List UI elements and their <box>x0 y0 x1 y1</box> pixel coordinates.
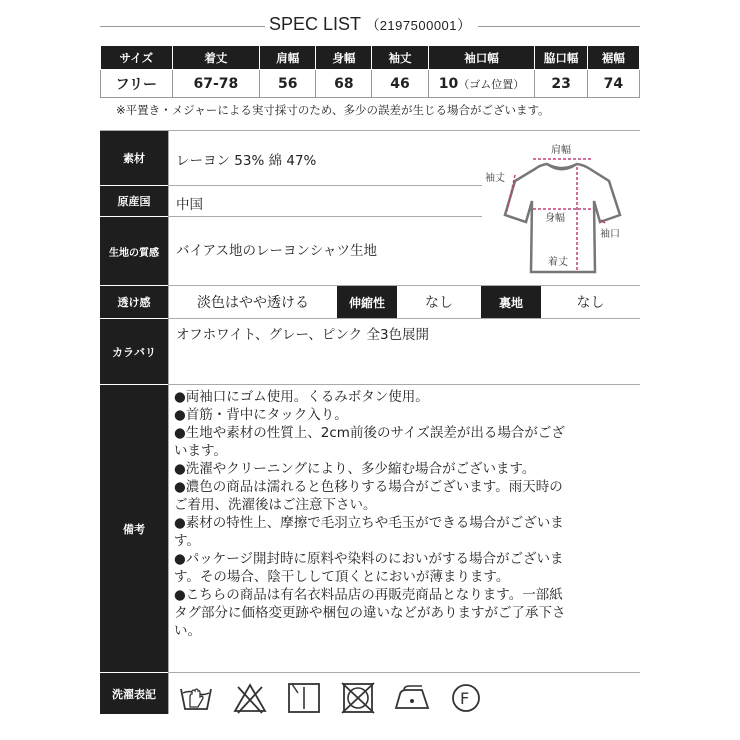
cell-hem: 74 <box>587 70 639 98</box>
cell-size: フリー <box>101 70 173 98</box>
remark-line: ●素材の特性上、摩擦で毛羽立ちや毛玉ができる場合がございま <box>174 515 564 531</box>
remark-line: ●濃色の商品は濡れると色移りする場合がございます。雨天時の <box>174 479 563 495</box>
origin-divider <box>168 216 482 217</box>
material-label: 素材 <box>100 131 168 186</box>
cell-armhole: 23 <box>535 70 587 98</box>
material-value: レーヨン 53% 綿 47% <box>176 153 317 169</box>
remark-line: ●パッケージ開封時に原料や染料のにおいがする場合がございま <box>174 551 564 567</box>
fabric-label: 生地の質感 <box>100 217 168 286</box>
dry-clean-f-icon <box>448 681 484 715</box>
hand-wash-icon <box>178 681 214 715</box>
remark-line: ご着用、洗濯後はご注意下さい。 <box>174 497 377 513</box>
product-code: 2197500001 <box>379 18 458 33</box>
title-text: SPEC LIST <box>268 14 361 34</box>
lining-value: なし <box>576 295 605 311</box>
title-open-paren: （ <box>365 17 380 33</box>
no-tumble-dry-icon <box>340 681 376 715</box>
col-length: 着丈 <box>172 46 260 70</box>
title-close-paren: ） <box>457 17 472 33</box>
cell-shoulder: 56 <box>260 70 316 98</box>
sheer-label: 透け感 <box>100 286 168 319</box>
col-shoulder: 肩幅 <box>260 46 316 70</box>
remark-line: い。 <box>174 623 201 639</box>
material-divider <box>168 185 482 186</box>
size-note: ※平置き・メジャーによる実寸採寸のため、多少の誤差が生じる場合がございます。 <box>116 103 550 117</box>
col-width: 身幅 <box>316 46 372 70</box>
col-cuff: 袖口幅 <box>428 46 535 70</box>
size-table-row <box>101 70 640 98</box>
care-label: 洗濯表記 <box>100 673 168 715</box>
sleeve-text: 袖丈 <box>485 173 505 184</box>
colors-divider <box>168 384 640 385</box>
cell-width: 68 <box>316 70 372 98</box>
size-table-header <box>101 46 640 70</box>
shoulder-text: 肩幅 <box>551 145 571 156</box>
remark-line: タグ部分に価格変更跡や梱包の違いなどがありますがご了承下さ <box>174 605 566 621</box>
remarks-divider <box>168 672 640 673</box>
cuff-note: （ゴム位置） <box>458 77 525 91</box>
size-table <box>100 45 640 98</box>
remarks-list <box>174 388 632 640</box>
sheer-divider <box>168 318 640 319</box>
fabric-value: バイアス地のレーヨンシャツ生地 <box>176 243 377 259</box>
spec-panel <box>100 130 640 714</box>
remark-line: ●洗濯やクリーニングにより、多少縮む場合がございます。 <box>174 461 536 477</box>
col-armhole: 脇口幅 <box>535 46 587 70</box>
svg-text:F: F <box>460 689 470 708</box>
remark-line: す。その場合、陰干しして頂くとにおいが薄まります。 <box>174 569 510 585</box>
remark-line: ●首筋・背中にタック入り。 <box>174 407 348 423</box>
stretch-label: 伸縮性 <box>337 286 397 318</box>
lining-label: 裏地 <box>481 286 541 318</box>
cell-cuff <box>428 70 535 98</box>
colors-value: オフホワイト、グレー、ピンク 全3色展開 <box>176 327 430 343</box>
col-sleeve: 袖丈 <box>372 46 428 70</box>
sheer-value: 淡色はやや透ける <box>197 295 309 311</box>
no-bleach-icon <box>232 681 268 715</box>
col-size: サイズ <box>101 46 173 70</box>
colors-label: カラバリ <box>100 319 168 385</box>
origin-label: 原産国 <box>100 186 168 217</box>
garment-diagram <box>483 137 640 285</box>
col-hem: 裾幅 <box>587 46 639 70</box>
cuff-value: 10 <box>438 75 459 92</box>
remark-line: います。 <box>174 443 227 459</box>
length-text: 着丈 <box>548 257 568 268</box>
low-iron-icon <box>392 681 432 715</box>
remark-line: す。 <box>174 533 200 549</box>
remark-line: ●こちらの商品は有名衣料品店の再販売商品となります。一部紙 <box>174 587 563 603</box>
cell-length: 67-78 <box>172 70 260 98</box>
remarks-label: 備考 <box>100 385 168 673</box>
remark-line: ●生地や素材の性質上、2cm前後のサイズ誤差が出る場合がござ <box>174 425 565 441</box>
stretch-value: なし <box>425 295 453 311</box>
page-title <box>0 14 740 35</box>
cuff-text: 袖口 <box>600 229 620 240</box>
origin-value: 中国 <box>176 197 203 213</box>
label-column-divider <box>168 131 169 714</box>
cell-sleeve: 46 <box>372 70 428 98</box>
line-dry-icon <box>286 681 322 715</box>
width-text: 身幅 <box>545 213 565 224</box>
remark-line: ●両袖口にゴム使用。くるみボタン使用。 <box>174 389 429 405</box>
